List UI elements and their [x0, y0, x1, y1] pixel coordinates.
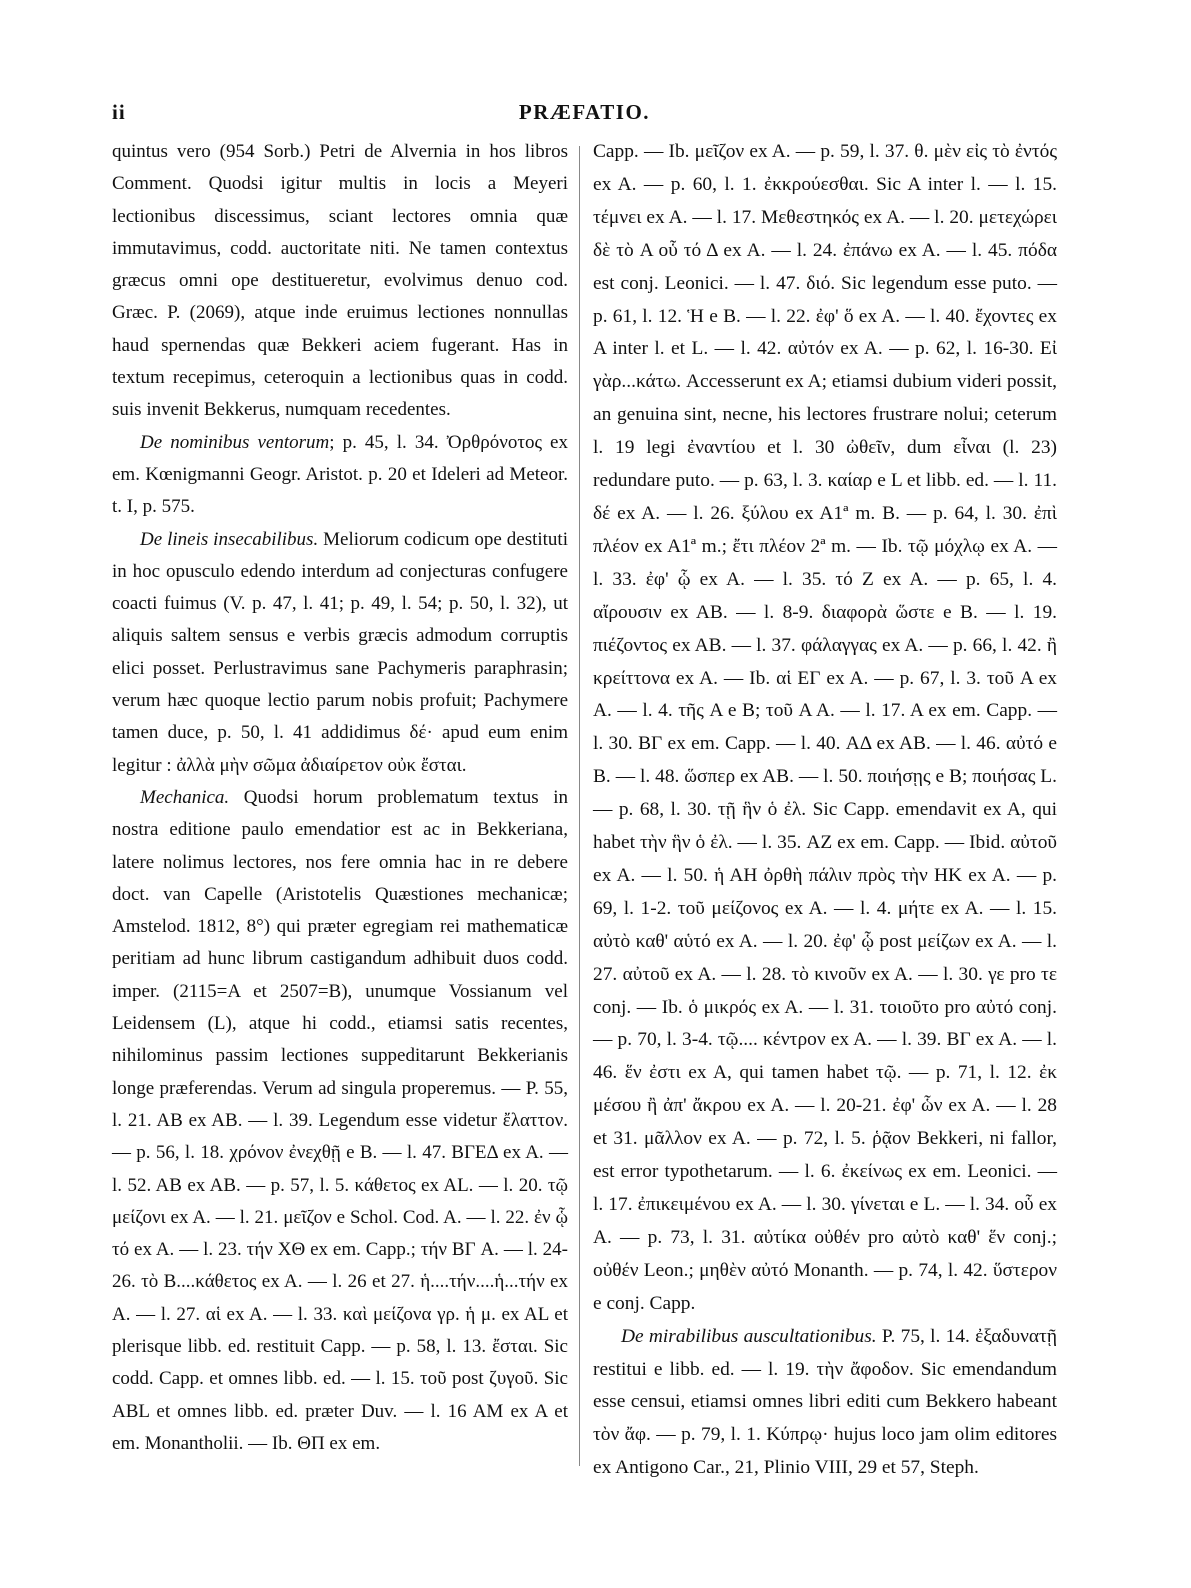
section-heading-ventorum: De nominibus ventorum — [140, 431, 330, 453]
paragraph-alvernia: quintus vero (954 Sorb.) Petri de Alvernia in hos libros Comment. Quodsi igitur multis in locis a Meyeri lectionibus discessimus, sciant lectores omnia quæ immutavimus, codd. auctoritate niti. Ne tamen contextus græcus omni ope destitueretur, evolvimus denuo cod. Græc. P. (2069), atque inde eruimus lectiones nonnullas haud spernendas quæ Bekkeri aciem fugerant. Has in textum recepimus, ceteroquin a lectionibus quas in codd. suis invenit Bekkerus, numquam recedentes. — [112, 141, 568, 421]
section-heading-mechanica: Mechanica. — [140, 786, 230, 808]
running-head — [112, 100, 1057, 132]
left-column — [112, 136, 568, 1460]
paragraph-ventorum — [112, 427, 568, 524]
column-divider — [579, 146, 580, 1466]
paragraph-mechanica — [112, 782, 568, 1460]
section-heading-lineis: De lineis insecabilibus. — [140, 528, 319, 550]
section-heading-mirabilibus: De mirabilibus auscultationibus. — [621, 1325, 877, 1347]
paragraph-mechanica-continued: Capp. — Ib. μεῖζον ex A. — p. 59, l. 37. θ. μὲν εἰς τὸ ἐντός ex A. — p. 60, l. 1. ἐκκρούεσθαι. Sic A inter l. — l. 15. τέμνει ex A. — l. 17. Μεθεστηκός ex A. — l. 20. μετεχώρει δὲ τὸ A οὗ τό Δ ex A. — l. 24. ἐπάνω ex A. — l. 45. πόδα est conj. Leonici. — l. 47. διό. Sic legendum esse puto. — p. 61, l. 12. Ἡ e B. — l. 22. ἐφ' ὅ ex A. — l. 40. ἔχοντες ex A inter l. et L. — l. 42. αὐτόν ex A. — p. 62, l. 16-30. Εἰ γὰρ...κάτω. Accesserunt ex A; etiamsi dubium videri possit, an genuina sint, necne, his lectores frustrare nolui; ceterum l. 19 legi ἐναντίου et l. 30 ὠθεῖν, dum εἶναι (l. 23) redundare puto. — p. 63, l. 3. καίαρ e L et libb. ed. — l. 11. δέ ex A. — l. 26. ξύλου ex A1ª m. B. — p. 64, l. 30. ἐπὶ πλέον ex A1ª m.; ἔτι πλέον 2ª m. — Ib. τῷ μόχλῳ ex A. — l. 33. ἐφ' ᾧ ex A. — l. 35. τό Z ex A. — p. 65, l. 4. αἴρουσιν ex AB. — l. 8-9. διαφορὰ ὥστε e B. — l. 19. πιέζοντος ex AB. — l. 37. φάλαγγας ex A. — p. 66, l. 42. ἢ κρείττονα ex A. — Ib. αἱ ΕΓ ex A. — p. 67, l. 3. τοῦ A ex A. — l. 4. τῆς A e B; τοῦ A A. — l. 17. A ex em. Capp. — l. 30. ΒΓ ex em. Capp. — l. 40. ΑΔ ex AB. — l. 46. αὐτό e B. — l. 48. ὥσπερ ex AB. — l. 50. ποιήσῃς e B; ποιήσας L. — p. 68, l. 30. τῇ ἣν ὁ ἐλ. Sic Capp. emendavit ex A, qui habet τὴν ἣν ὁ ἐλ. — l. 35. ΑΖ ex em. Capp. — Ibid. αὐτοῦ ex A. — l. 50. ἡ ΑΗ ὀρθὴ πάλιν πρὸς τὴν ΗΚ ex A. — p. 69, l. 1-2. τοῦ μείζονος ex A. — l. 4. μήτε ex A. — l. 15. αὐτὸ καθ' αὑτό ex A. — l. 20. ἐφ' ᾧ post μείζων ex A. — l. 27. αὐτοῦ ex A. — l. 28. τὸ κινοῦν ex A. — l. 30. γε pro τε conj. — Ib. ὁ μικρός ex A. — l. 31. τοιοῦτο pro αὐτό conj. — p. 70, l. 3-4. τῷ.... κέντρον ex A. — l. 39. ΒΓ ex A. — l. 46. ἕν ἐστι ex A, qui tamen habet τῷ. — p. 71, l. 12. ἐκ μέσου ἢ ἀπ' ἄκρου ex A. — l. 20-21. ἐφ' ὧν ex A. — l. 28 et 31. μᾶλλον ex A. — p. 72, l. 5. ῥᾷον Bekkeri, ni fallor, est error typothetarum. — l. 6. ἐκείνως ex em. Leonici. — l. 17. ἐπικειμένου ex A. — l. 30. γίνεται e L. — l. 34. οὗ ex A. — p. 73, l. 31. αὐτίκα οὐθέν pro αὐτὸ καθ' ἕν conj.; οὐθέν Leon.; μηθὲν αὐτό Monanth. — p. 74, l. 42. ὕστερον e conj. Capp. — [593, 141, 1058, 1314]
page-number: ii — [112, 100, 126, 124]
section-body-ventorum: ; p. 45, l. 34. Ὀρθρόνοτος ex em. Kœnigmanni Geogr. Aristot. p. 20 et Ideleri ad Meteor. t. I, p. 575. — [112, 431, 568, 518]
section-body-mechanica: Quodsi horum problematum textus in nostra editione paulo emendatior est ac in Bekkeriana, latere nolimus lectores, nos fere omnia hac in re debere doct. van Capelle (Aristotelis Quæstiones mechanicæ; Amstelod. 1812, 8°) qui præter egregiam rei mathematicæ peritiam ad hunc librum castigandum adhibuit duos codd. imper. (2115=A et 2507=B), unumque Vossianum vel Leidensem (L), atque hi codd., etiamsi satis recentes, nihilominus passim lectiones suppeditarunt Bekkerianis longe præferendas. Verum ad singula properemus. — P. 55, l. 21. AB ex AB. — l. 39. Legendum esse videtur ἔλαττον. — p. 56, l. 18. χρόνον ἐνεχθῇ e B. — l. 47. ΒΓΕΔ ex A. — l. 52. AB ex AB. — p. 57, l. 5. κάθετος ex AL. — l. 20. τῷ μείζονι ex A. — l. 21. μεῖζον e Schol. Cod. A. — l. 22. ἐν ᾧ τό ex A. — l. 23. τήν ΧΘ ex em. Capp.; τήν ΒΓ A. — l. 24-26. τὸ B....κάθετος ex A. — l. 26 et 27. ἡ....τήν....ἡ...τήν ex A. — l. 27. αἱ ex A. — l. 33. καὶ μείζονα γρ. ἡ μ. ex AL et plerisque libb. ed. restituit Capp. — p. 58, l. 13. ἔσται. Sic codd. Capp. et omnes libb. ed. — l. 15. τοῦ post ζυγοῦ. Sic ABL et omnes libb. ed. præter Duv. — l. 16 AM ex A et em. Monantholii. — Ib. ΘΠ ex em. — [112, 786, 568, 1454]
right-column — [593, 136, 1057, 1485]
page-title: PRÆFATIO. — [518, 100, 651, 124]
paragraph-lineis — [112, 524, 568, 782]
section-body-mirabilibus: P. 75, l. 14. ἐξαδυνατῇ restitui e libb. ed. — l. 19. τὴν ἄφοδον. Sic emendandum esse censui, etiamsi omnes libri editi cum Bekkero habeant τὸν ἄφ. — p. 79, l. 1. Κύπρῳ· hujus loco jam olim editores ex Antigono Car., 21, Plinio VIII, 29 et 57, Steph. — [593, 1325, 1057, 1479]
section-body-lineis: Meliorum codicum ope destituti in hoc opusculo edendo interdum ad conjecturas confugere coacti fuimus (V. p. 47, l. 41; p. 49, l. 54; p. 50, l. 32), ut aliquis saltem sensus e verbis græcis admodum corruptis elici posset. Perlustravimus sane Pachymeris paraphrasin; verum hæc quoque lectio parum nobis profuit; Pachymere tamen duce, p. 50, l. 41 addidimus δέ· apud eum enim legitur : ἀλλὰ μὴν σῶμα ἀδιαίρετον οὐκ ἔσται. — [112, 528, 568, 776]
paragraph-mirabilibus — [593, 1321, 1057, 1486]
